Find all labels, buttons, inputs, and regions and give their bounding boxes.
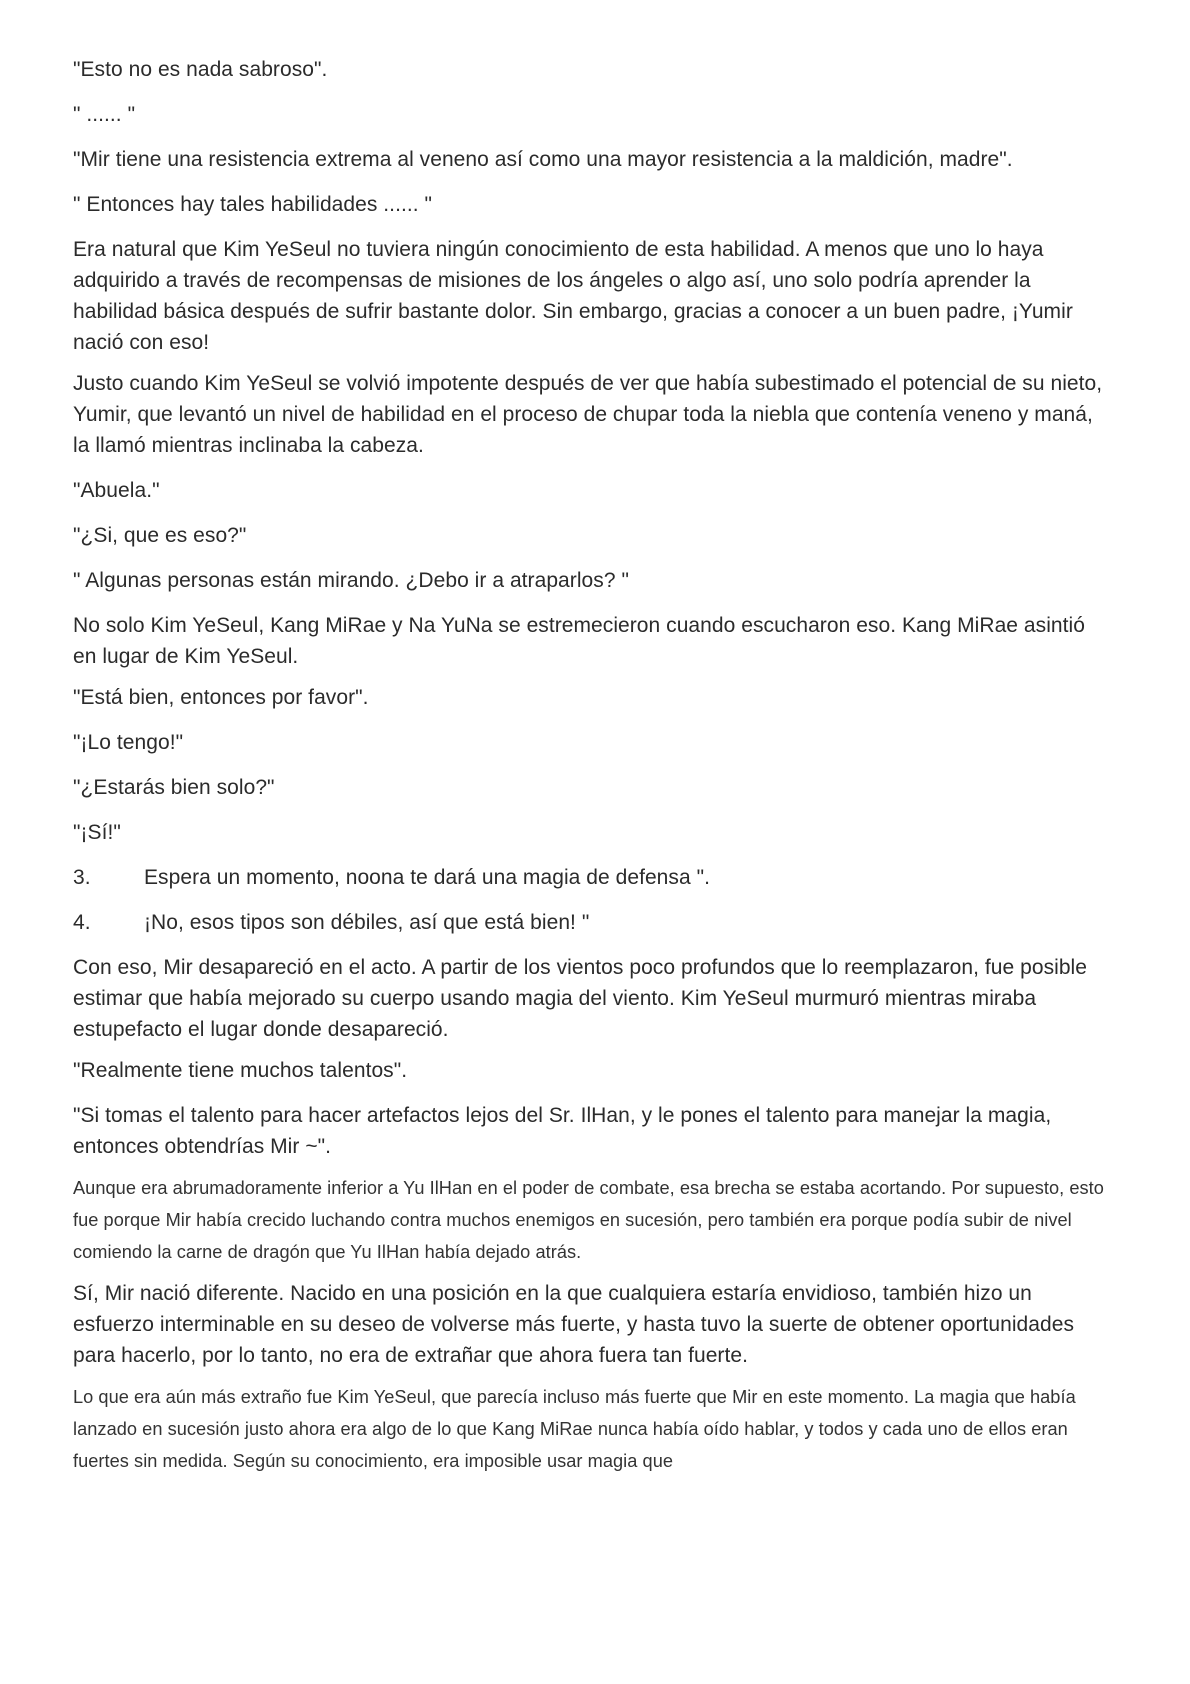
paragraph: Lo que era aún más extraño fue Kim YeSeul, que parecía incluso más fuerte que Mir en este momento. La magia que había lanzado en sucesión justo ahora era algo de lo que Kang MiRae nunca había oído hablar, y todos y cada uno de ellos eran fuertes sin medida. Según su conocimiento, era imposible usar magia que	[73, 1387, 1076, 1471]
paragraph: Con eso, Mir desapareció en el acto. A partir de los vientos poco profundos que lo reemplazaron, fue posible estimar que había mejorado su cuerpo usando magia del viento. Kim YeSeul murmuró mientras miraba estupefacto el lugar donde desapareció.	[73, 956, 1088, 1041]
paragraph: Era natural que Kim YeSeul no tuviera ningún conocimiento de esta habilidad. A menos que uno lo haya adquirido a través de recompensas de misiones de los ángeles o algo así, uno solo podría aprender la habilidad básica después de sufrir bastante dolor. Sin embargo, gracias a conocer a un buen padre, ¡Yumir nació con eso!	[73, 238, 1073, 354]
paragraph: Sí, Mir nació diferente. Nacido en una posición en la que cualquiera estaría envidioso, también hizo un esfuerzo interminable en su deseo de volverse más fuerte, y hasta tuvo la suerte de obtener oportunidades para hacerlo, por lo tanto, no era de extrañar que ahora fuera tan fuerte.	[73, 1282, 1075, 1367]
paragraph: "¿Estarás bien solo?"	[73, 776, 275, 799]
paragraph: "¿Si, que es eso?"	[73, 524, 247, 547]
paragraph: " Entonces hay tales habilidades ...... "	[73, 193, 432, 216]
paragraph: Aunque era abrumadoramente inferior a Yu IlHan en el poder de combate, esa brecha se estaba acortando. Por supuesto, esto fue porque Mir había crecido luchando contra muchos enemigos en sucesión, pero también era porque podía subir de nivel comiendo la carne de dragón que Yu IlHan había dejado atrás.	[73, 1178, 1104, 1262]
paragraph: "Está bien, entonces por favor".	[73, 686, 369, 709]
paragraph: Justo cuando Kim YeSeul se volvió impotente después de ver que había subestimado el potencial de su nieto, Yumir, que levantó un nivel de habilidad en el proceso de chupar toda la niebla que contenía veneno y maná, la llamó mientras inclinaba la cabeza.	[73, 372, 1103, 457]
paragraph: "¡Lo tengo!"	[73, 731, 184, 754]
paragraph: "¡Sí!"	[73, 821, 121, 844]
paragraph: "Si tomas el talento para hacer artefactos lejos del Sr. IlHan, y le pones el talento para manejar la magia, entonces obtendrías Mir ~".	[73, 1104, 1052, 1158]
list-item	[73, 862, 1110, 893]
paragraph: "Realmente tiene muchos talentos".	[73, 1059, 408, 1082]
list-item-text: ¡No, esos tipos son débiles, así que está bien! "	[144, 911, 590, 934]
paragraph: "Abuela."	[73, 479, 160, 502]
list-item-text: Espera un momento, noona te dará una magia de defensa ".	[144, 866, 710, 889]
paragraph: "Mir tiene una resistencia extrema al veneno así como una mayor resistencia a la maldición, madre".	[73, 148, 1013, 171]
paragraph: "Esto no es nada sabroso".	[73, 58, 328, 81]
list-item	[73, 907, 1110, 938]
list-item-number: 3.	[73, 866, 91, 889]
list-item-number: 4.	[73, 911, 91, 934]
paragraph: " ...... "	[73, 103, 136, 126]
paragraph: No solo Kim YeSeul, Kang MiRae y Na YuNa se estremecieron cuando escucharon eso. Kang MiRae asintió en lugar de Kim YeSeul.	[73, 614, 1085, 668]
paragraph: " Algunas personas están mirando. ¿Debo ir a atraparlos? "	[73, 569, 629, 592]
